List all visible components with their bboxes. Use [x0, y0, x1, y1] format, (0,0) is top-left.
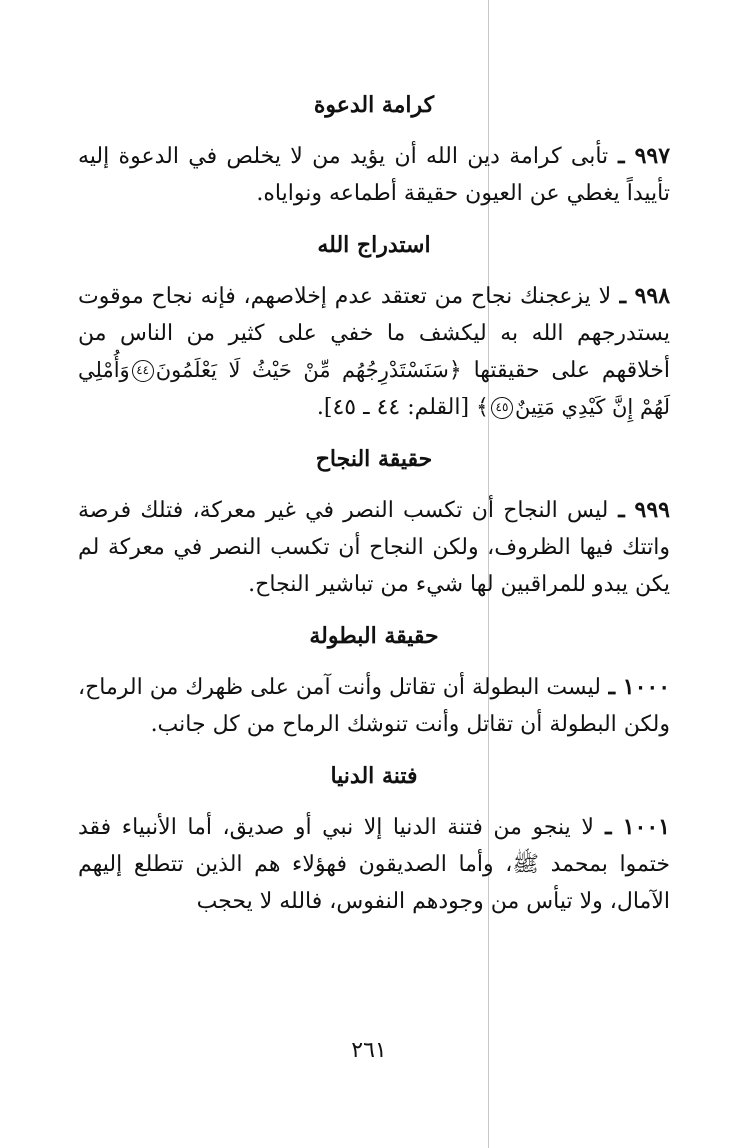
paragraph-997: ٩٩٧ ـ تأبى كرامة دين الله أن يؤيد من لا يخلص في الدعوة إليه تأييداً يغطي عن العيون حقيقة أطماعه ونواياه. [78, 143, 671, 206]
paragraph-1000: ١٠٠٠ ـ ليست البطولة أن تقاتل وأنت آمن على ظهرك من الرماح، ولكن البطولة أن تقاتل وأنت تنوشك الرماح من كل جانب. [78, 674, 671, 737]
section-heading-2: استدراج الله [317, 232, 431, 258]
paragraph-text: ليست البطولة أن تقاتل وأنت آمن على ظهرك من الرماح، ولكن البطولة أن تقاتل وأنت تنوشك الرماح من كل جانب. [78, 675, 670, 737]
quran-citation: [القلم: ٤٤ ـ ٤٥]. [316, 395, 470, 420]
quran-verse-45: وَأُمْلِي لَهُمْ إِنَّ كَيْدِي مَتِينٌ [78, 358, 670, 419]
paragraph-number: ١٠٠٠ [622, 674, 671, 700]
section-heading-1: كرامة الدعوة [313, 92, 435, 118]
book-page [78, 88, 670, 1088]
paragraph-text: تأبى كرامة دين الله أن يؤيد من لا يخلص في الدعوة إليه تأييداً يغطي عن العيون حقيقة أطماعه ونواياه. [78, 144, 670, 206]
paragraph-number: ٩٩٨ [634, 283, 671, 309]
paragraph-text: لا يزعجنك نجاح من تعتقد عدم إخلاصهم، فإنه نجاح موقوت يستدرجهم الله به ليكشف ما خفي على كثير من الناس من أخلاقهم على حقيقتها [78, 284, 671, 383]
quran-verse-44: سَنَسْتَدْرِجُهُم مِّنْ حَيْثُ لَا يَعْلَمُونَ [155, 358, 449, 382]
paragraph-number: ١٠٠١ [622, 814, 670, 840]
paragraph-999: ٩٩٩ ـ ليس النجاح أن تكسب النصر في غير معركة، فتلك فرصة واتتك فيها الظروف، ولكن النجاح أن تكسب النصر في معركة لم يكن يبدو للمراقبين لها شيء من تباشير النجاح. [78, 497, 670, 597]
section-heading-3: حقيقة النجاح [315, 446, 433, 472]
quran-bracket-close: ﴾ [469, 395, 489, 420]
section-heading-4: حقيقة البطولة [309, 623, 439, 649]
paragraph-number: ٩٩٩ [634, 497, 670, 523]
paragraph-text: ليس النجاح أن تكسب النصر في غير معركة، فتلك فرصة واتتك فيها الظروف، ولكن النجاح أن تكسب النصر في معركة لم يكن يبدو للمراقبين لها شيء من تباشير النجاح. [78, 498, 670, 597]
page-number: ٢٦١ [351, 1038, 387, 1063]
paragraph-text: لا ينجو من فتنة الدنيا إلا نبي أو صديق، أما الأنبياء فقد ختموا بمحمد ﷺ، وأما الصديقون فهؤلاء هم الذين تتطلع إليهم الآمال، ولا تيأس من وجودهم النفوس، فالله لا يحجب [78, 815, 670, 914]
paragraph-1001: ١٠٠١ ـ لا ينجو من فتنة الدنيا إلا نبي أو صديق، أما الأنبياء فقد ختموا بمحمد ﷺ، وأما الصديقون فهؤلاء هم الذين تتطلع إليهم الآمال، ولا تيأس من وجودهم النفوس، فالله لا يحجب [78, 814, 670, 914]
ayah-number-44: ٤٤ [132, 360, 154, 382]
paragraph-number: ٩٩٧ [634, 143, 671, 169]
section-heading-5: فتنة الدنيا [330, 763, 418, 789]
ayah-number-45: ٤٥ [491, 397, 513, 419]
quran-bracket-open: ﴿ [448, 358, 474, 383]
paragraph-998: ٩٩٨ ـ لا يزعجنك نجاح من تعتقد عدم إخلاصهم، فإنه نجاح موقوت يستدرجهم الله به ليكشف ما خفي على كثير من الناس من أخلاقهم على حقيقتها ﴿سَنَسْتَدْرِجُهُم مِّنْ حَيْثُ لَا يَعْلَمُونَ٤٤وَأُمْلِي لَهُمْ إِنَّ كَيْدِي مَتِينٌ٤٥﴾ [القلم: ٤٤ ـ ٤٥]. [78, 283, 671, 420]
